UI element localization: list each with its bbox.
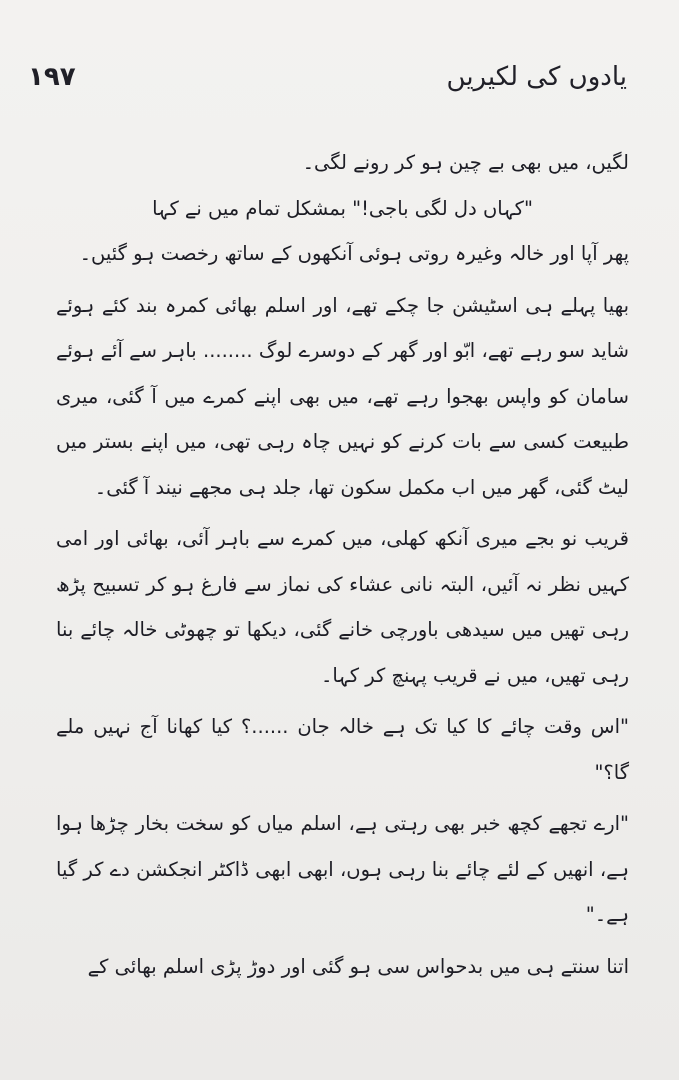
- paragraph-8: اتنا سنتے ہی میں بدحواس سی ہو گئی اور دوڑ پڑی اسلم بھائی کے: [87, 954, 629, 978]
- paragraph-5: قریب نو بجے میری آنکھ کھلی، میں کمرے سے باہر آئی، بھائی اور امی کہیں نظر نہ آئیں، البتہ نانی عشاء کی نماز سے فارغ ہو کر تسبیح پڑھ رہی تھیں میں سیدھی باورچی خانے گئی، دیکھا تو چھوٹی خالہ چائے بنا رہی تھیں، میں نے قریب پہنچ کر کہا۔: [56, 527, 629, 687]
- page-header: [28, 62, 627, 102]
- paragraph-3: پھر آپا اور خالہ وغیرہ روتی ہوئی آنکھوں کے ساتھ رخصت ہو گئیں۔: [79, 242, 629, 265]
- paragraph-4: بھیا پہلے ہی اسٹیشن جا چکے تھے، اور اسلم بھائی کمرہ بند کئے ہوئے شاید سو رہے تھے، ابّو اور گھر کے دوسرے لوگ ........ باہر سے آئے ہوئے سامان کو واپس بھجوا رہے تھے، میں بھی اپنے کمرے میں آ گئی، میری طبیعت کسی سے بات کرنے کو نہیں چاہ رہی تھی، میں اپنے بستر میں لیٹ گئی، گھر میں اب مکمل سکون تھا، جلد ہی مجھے نیند آ گئی۔: [56, 293, 629, 499]
- page-body: [56, 140, 629, 1060]
- paragraph-2: "کہاں دل لگی باجی!" بمشکل تمام میں نے کہا: [152, 196, 533, 220]
- paragraph-7: "ارے تجھے کچھ خبر بھی رہتی ہے، اسلم میاں کو سخت بخار چڑھا ہوا ہے، انھیں کے لئے چائے بنا رہی ہوں، ابھی ابھی ڈاکٹر انجکشن دے کر گیا ہے۔": [56, 812, 629, 926]
- running-title: یادوں کی لکیریں: [446, 62, 627, 92]
- paragraph-6: "اس وقت چائے کا کیا تک ہے خالہ جان ......؟ کیا کھانا آج نہیں ملے گا؟": [56, 715, 629, 784]
- paragraph-1: لگیں، میں بھی بے چین ہو کر رونے لگی۔: [302, 151, 629, 174]
- page-number: ۱۹۷: [28, 62, 76, 92]
